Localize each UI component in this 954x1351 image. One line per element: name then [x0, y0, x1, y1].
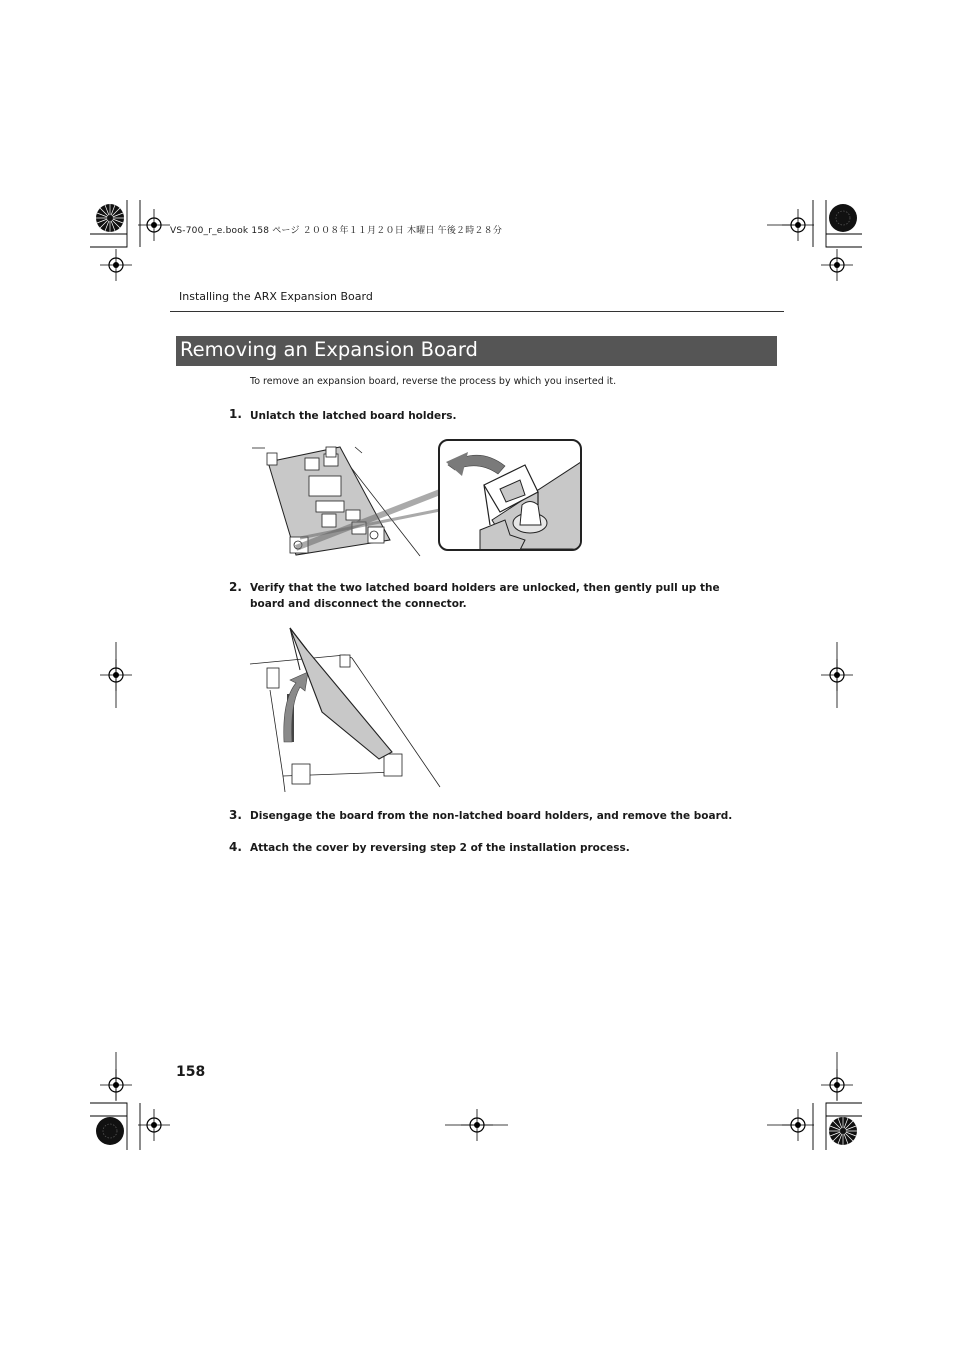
step-number: 4.	[229, 840, 242, 854]
page-number: 158	[176, 1064, 206, 1080]
step-number: 1.	[229, 407, 242, 421]
step-text: Verify that the two latched board holders are unlocked, then gently pull up the board and disconnect the connector.	[250, 582, 720, 610]
intro-text: To remove an expansion board, reverse the process by which you inserted it.	[250, 376, 617, 387]
running-head: Installing the ARX Expansion Board	[179, 290, 373, 303]
step-text: Unlatch the latched board holders.	[250, 410, 457, 422]
step-text: Attach the cover by reversing step 2 of the installation process.	[250, 842, 630, 854]
step-number: 2.	[229, 580, 242, 594]
print-header: VS-700_r_e.book 158 ページ ２００８年１１月２０日 木曜日 午後２時２８分	[170, 226, 503, 236]
step-text: Disengage the board from the non-latched board holders, and remove the board.	[250, 810, 733, 822]
section-title: Removing an Expansion Board	[180, 338, 478, 361]
step-number: 3.	[229, 808, 242, 822]
